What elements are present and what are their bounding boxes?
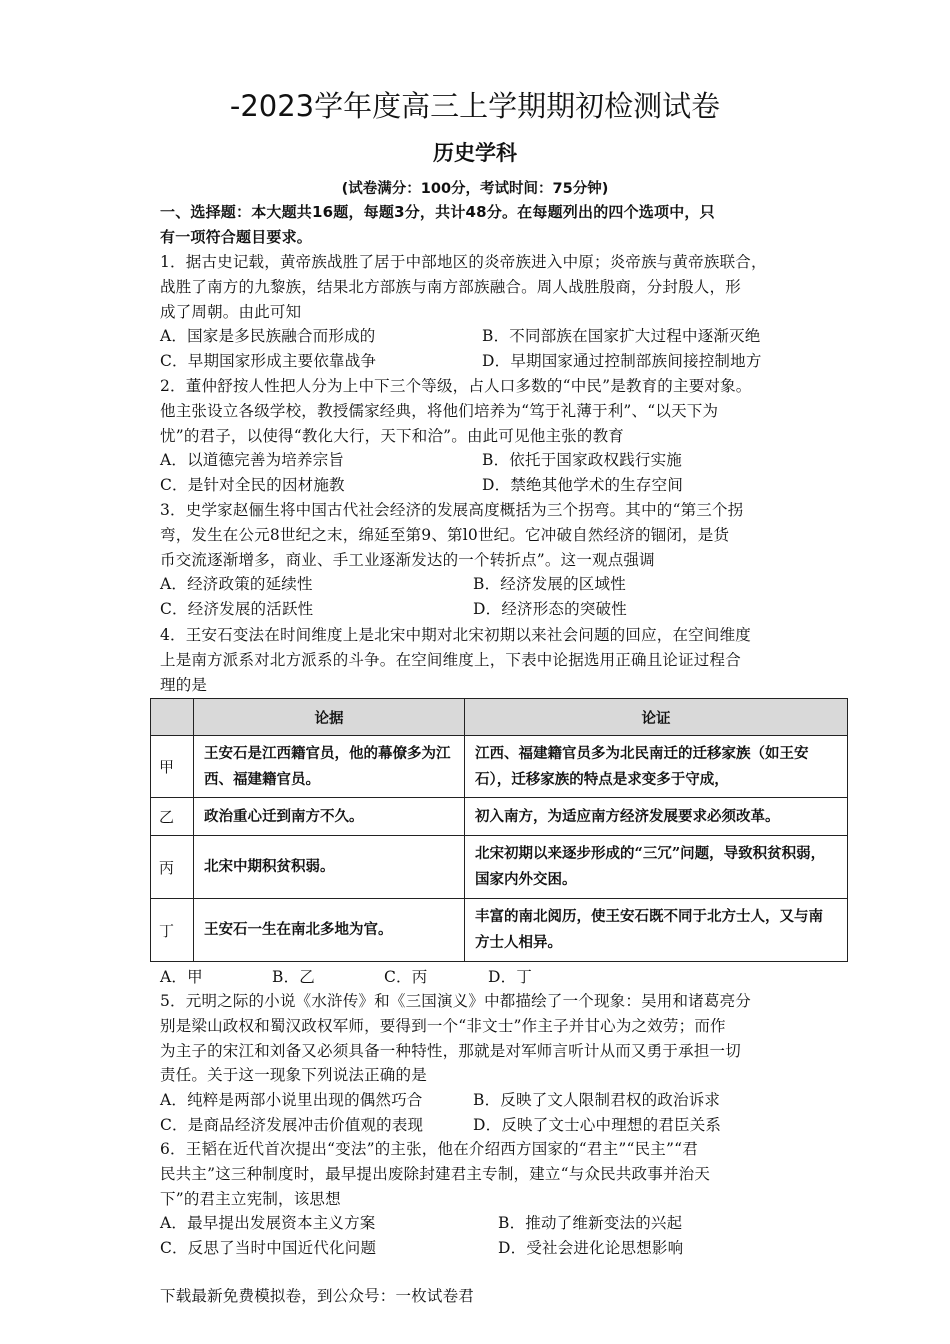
question-stem: 5．元明之际的小说《水浒传》和《三国演义》中都描绘了一个现象：吴用和诸葛亮分 <box>160 992 751 1010</box>
question-stem: 4．王安石变法在时间维度上是北宋中期对北宋初期以来社会问题的回应，在空间维度 <box>160 626 751 644</box>
table-header-evidence: 论据 <box>194 699 465 736</box>
question-stem: 币交流逐渐增多，商业、手工业逐渐发达的一个转折点”。这一观点强调 <box>160 550 655 569</box>
table-row <box>151 736 848 798</box>
option: B．经济发展的区域性 <box>473 575 626 594</box>
table-row <box>151 836 848 899</box>
question-stem: 理的是 <box>160 675 208 694</box>
option: C．是商品经济发展冲击价值观的表现 <box>160 1116 424 1134</box>
option: C．反思了当时中国近代化问题 <box>160 1239 377 1258</box>
option: C．经济发展的活跃性 <box>160 600 314 619</box>
table-row <box>151 899 848 962</box>
option: D．经济形态的突破性 <box>473 600 627 619</box>
row-argument: 丰富的南北阅历，使王安石既不同于北方士人，又与南方士人相异。 <box>465 899 848 962</box>
section-heading: 一、选择题：本大题共16题，每题3分，共计48分。在每题列出的四个选项中，只 <box>160 203 715 221</box>
question-stem: 别是梁山政权和蜀汉政权军师，要得到一个“非文士”作主子并甘心为之效劳；而作 <box>160 1016 726 1035</box>
exam-info: (试卷满分：100分，考试时间：75分钟) <box>341 181 609 197</box>
option: A．经济政策的延续性 <box>160 575 313 594</box>
question-stem: 下”的君主立宪制，该思想 <box>160 1189 341 1208</box>
option: A．甲 <box>160 968 203 986</box>
question-stem: 忧”的君子，以使得“教化大行，天下和洽”。由此可见他主张的教育 <box>160 426 624 445</box>
question-stem: 战胜了南方的九黎族，结果北方部族与南方部族融合。周人战胜殷商，分封殷人，形 <box>160 277 741 296</box>
table-header-blank <box>151 699 194 736</box>
question-stem: 上是南方派系对北方派系的斗争。在空间维度上，下表中论据选用正确且论证过程合 <box>160 650 741 669</box>
footer-note: 下载最新免费模拟卷，到公众号：一枚试卷君 <box>160 1287 475 1305</box>
exam-title: -2023学年度高三上学期期初检测试卷 <box>229 89 721 123</box>
question-stem: 弯，发生在公元8世纪之末，绵延至第9、第l0世纪。它冲破自然经济的锢闭，是货 <box>160 525 730 544</box>
option: A．国家是多民族融合而形成的 <box>160 327 376 346</box>
table-header-argument: 论证 <box>465 699 848 736</box>
question-stem: 成了周朝。由此可知 <box>160 302 302 321</box>
row-key: 丙 <box>151 836 194 899</box>
option: A．纯粹是两部小说里出现的偶然巧合 <box>160 1091 423 1110</box>
question-stem: 1．据古史记载，黄帝族战胜了居于中部地区的炎帝族进入中原；炎帝族与黄帝族联合， <box>160 253 767 271</box>
option: C．是针对全民的因材施教 <box>160 476 345 495</box>
option: C．丙 <box>384 968 428 986</box>
question-stem: 他主张设立各级学校，教授儒家经典，将他们培养为“笃于礼薄于利”、“以天下为 <box>160 401 719 420</box>
question-stem: 3．史学家赵俪生将中国古代社会经济的发展高度概括为三个拐弯。其中的“第三个拐 <box>160 501 744 519</box>
option: B．依托于国家政权践行实施 <box>482 451 682 470</box>
subject-title: 历史学科 <box>433 141 517 165</box>
option: D．受社会进化论思想影响 <box>498 1239 684 1258</box>
option: B．乙 <box>272 968 315 986</box>
row-evidence: 王安石是江西籍官员，他的幕僚多为江西、福建籍官员。 <box>194 736 465 798</box>
question-stem: 责任。关于这一现象下列说法正确的是 <box>160 1066 427 1085</box>
table-header-row <box>151 699 848 736</box>
row-evidence: 王安石一生在南北多地为官。 <box>194 899 465 962</box>
row-evidence: 政治重心迁到南方不久。 <box>194 798 465 836</box>
row-argument: 江西、福建籍官员多为北民南迁的迁移家族（如王安石），迁移家族的特点是求变多于守成， <box>465 736 848 798</box>
question-stem: 6．王韬在近代首次提出“变法”的主张，他在介绍西方国家的“君主”“民主”“君 <box>160 1140 698 1158</box>
option: C．早期国家形成主要依靠战争 <box>160 352 377 371</box>
row-key: 乙 <box>151 798 194 836</box>
question-stem: 为主子的宋江和刘备又必须具备一种特性，那就是对军师言听计从而又勇于承担一切 <box>160 1041 741 1060</box>
section-heading: 有一项符合题目要求。 <box>160 228 313 246</box>
option: A．最早提出发展资本主义方案 <box>160 1214 376 1233</box>
option: D．丁 <box>488 968 533 986</box>
row-argument: 初入南方，为适应南方经济发展要求必须改革。 <box>465 798 848 836</box>
option: B．反映了文人限制君权的政治诉求 <box>473 1091 721 1110</box>
option: D．早期国家通过控制部族间接控制地方 <box>482 352 762 371</box>
question-stem: 2．董仲舒按人性把人分为上中下三个等级，占人口多数的“中民”是教育的主要对象。 <box>160 377 752 395</box>
row-argument: 北宋初期以来逐步形成的“三冗”问题，导致积贫积弱，国家内外交困。 <box>465 836 848 899</box>
option: A．以道德完善为培养宗旨 <box>160 451 345 470</box>
row-evidence: 北宋中期积贫积弱。 <box>194 836 465 899</box>
row-key: 甲 <box>151 736 194 798</box>
row-key: 丁 <box>151 899 194 962</box>
option: D．禁绝其他学术的生存空间 <box>482 476 684 495</box>
option: D．反映了文士心中理想的君臣关系 <box>473 1116 722 1134</box>
option: B．推动了维新变法的兴起 <box>498 1214 683 1233</box>
argument-table <box>150 698 848 962</box>
table-row <box>151 798 848 836</box>
question-stem: 民共主”这三种制度时，最早提出废除封建君主专制，建立“与众民共政事并治天 <box>160 1164 711 1183</box>
option: B．不同部族在国家扩大过程中逐渐灭绝 <box>482 327 761 346</box>
